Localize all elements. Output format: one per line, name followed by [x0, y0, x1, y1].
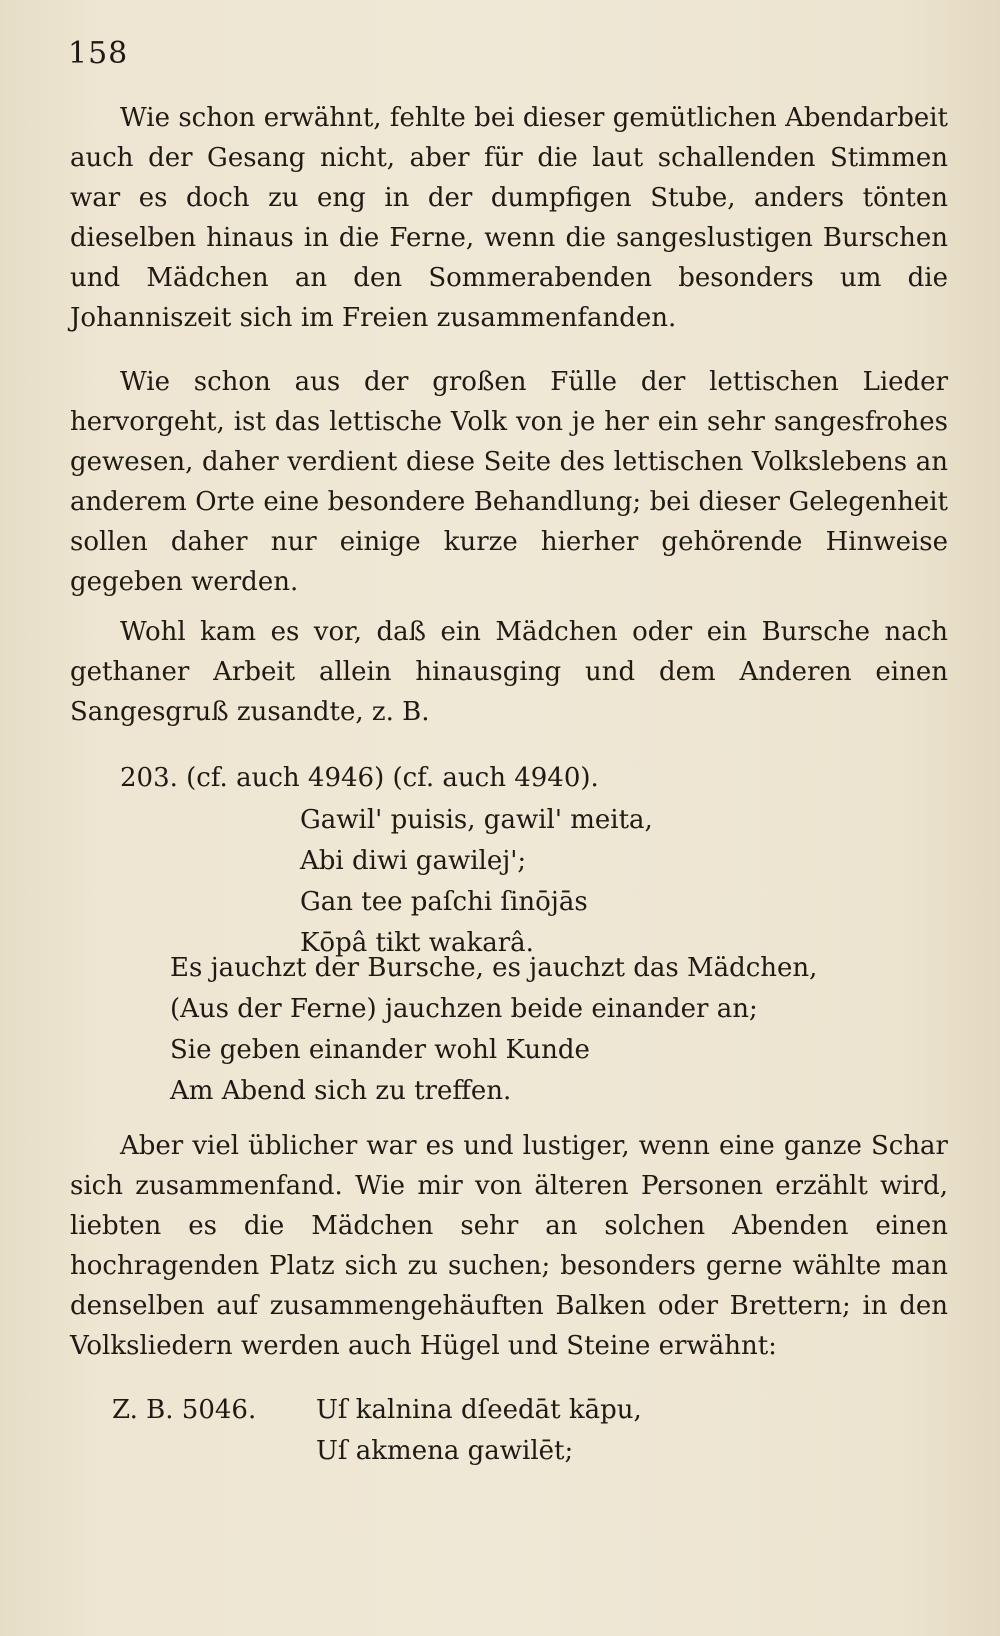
paragraph-evening-singing: Wie schon erwähnt, fehlte bei dieser gemütlichen Abendarbeit auch der Gesang nicht, aber für die laut schallenden Stimmen war es doch zu eng in der dumpfigen Stube, anders tönten dieselben hinaus in die Ferne, wenn die sangeslustigen Burschen und Mädchen an den Sommerabenden besonders um die Johanniszeit sich im Freien zusammenfanden. — [70, 103, 948, 333]
paragraph-latvian-songs: Wie schon aus der großen Fülle der lettischen Lieder hervorgeht, ist das lettische Volk von je her ein sehr sangesfrohes gewesen, daher verdient diese Seite des lettischen Volkslebens an anderem Orte eine besondere Behandlung; bei dieser Gelegenheit sollen daher nur einige kurze hierher gehörende Hinweise gegeben werden. — [70, 367, 948, 597]
verse-line: Abi diwi gawilej'; — [300, 846, 527, 876]
example-2-reference: Z. B. 5046. — [112, 1395, 257, 1425]
example-1-reference: 203. (cf. auch 4946) (cf. auch 4940). — [120, 763, 599, 793]
example-2-latvian-verse — [316, 1390, 642, 1472]
page-number: 158 — [68, 36, 129, 71]
translation-line: Sie geben einander wohl Kunde — [170, 1035, 590, 1065]
verse-line: Uſ kalnina dſeedāt kāpu, — [316, 1395, 642, 1425]
translation-line: Am Abend sich zu treffen. — [170, 1076, 512, 1106]
translation-line: Es jauchzt der Bursche, es jauchzt das Mädchen, — [170, 953, 818, 983]
verse-line: Uſ akmena gawilēt; — [316, 1436, 574, 1466]
verse-line: Kōpâ tikt wakarâ. — [300, 928, 534, 958]
example-1-latvian-verse — [300, 800, 653, 964]
verse-line: Gawil' puisis, gawil' meita, — [300, 805, 653, 835]
paragraph-group-singing: Aber viel üblicher war es und lustiger, wenn eine ganze Schar sich zusammenfand. Wie mir von älteren Personen erzählt wird, liebten es die Mädchen sehr an solchen Abenden einen hochragenden Platz sich zu suchen; besonders gerne wählte man denselben auf zusammengehäuften Balken oder Brettern; in den Volksliedern werden auch Hügel und Steine erwähnt: — [70, 1131, 948, 1361]
verse-line: Gan tee paſchi ſinōjās — [300, 887, 588, 917]
translation-line: (Aus der Ferne) jauchzen beide einander an; — [170, 994, 758, 1024]
paragraph-song-greeting: Wohl kam es vor, daß ein Mädchen oder ein Bursche nach gethaner Arbeit allein hinausging und dem Anderen einen Sangesgruß zusandte, z. B. — [70, 617, 948, 727]
example-1-german-translation — [170, 948, 817, 1112]
